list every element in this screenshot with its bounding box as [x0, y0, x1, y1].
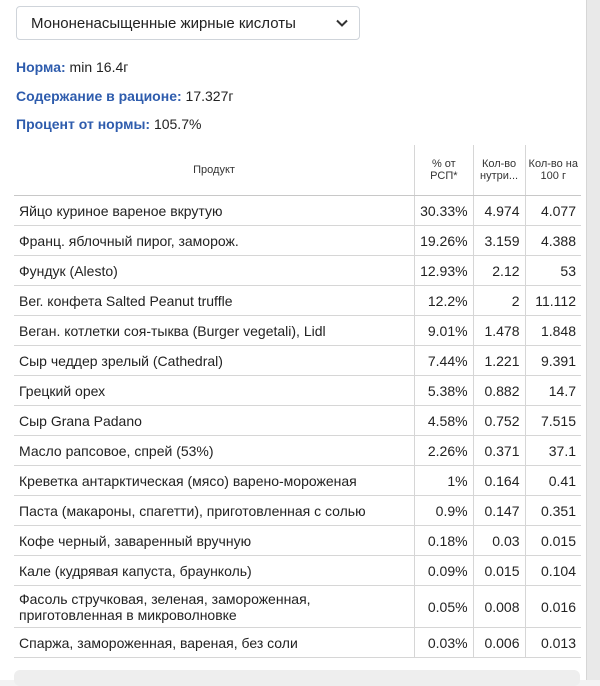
cell-nutrient-amount: 0.371: [473, 436, 525, 466]
cell-percent-rsp: 7.44%: [415, 346, 473, 376]
cell-product: Франц. яблочный пирог, заморож.: [14, 226, 415, 256]
cell-product: Масло рапсовое, спрей (53%): [14, 436, 415, 466]
cell-product: Сыр Grana Padano: [14, 406, 415, 436]
cell-nutrient-amount: 2: [473, 286, 525, 316]
cell-product: Веган. котлетки соя-тыква (Burger vegetali), Lidl: [14, 316, 415, 346]
intake-label: Содержание в рационе:: [16, 88, 182, 104]
cell-amount-per-100g: 0.41: [525, 466, 581, 496]
table-row: [14, 346, 581, 376]
cell-percent-rsp: 2.26%: [415, 436, 473, 466]
cell-percent-rsp: 0.03%: [415, 628, 473, 658]
cell-nutrient-amount: 2.12: [473, 256, 525, 286]
cell-amount-per-100g: 7.515: [525, 406, 581, 436]
cell-amount-per-100g: 0.013: [525, 628, 581, 658]
cell-product: Фасоль стручковая, зеленая, замороженная, приготовленная в микроволновке: [14, 586, 415, 628]
intake-value: 17.327г: [185, 88, 234, 104]
cell-nutrient-amount: 0.164: [473, 466, 525, 496]
table-row: [14, 586, 581, 628]
percent-line: [16, 116, 201, 132]
table-row: [14, 406, 581, 436]
cell-percent-rsp: 0.09%: [415, 556, 473, 586]
cell-nutrient-amount: 0.006: [473, 628, 525, 658]
intake-line: [16, 88, 233, 104]
column-header-amount-per-100g[interactable]: Кол-во на 100 г: [525, 145, 581, 196]
cell-product: Вег. конфета Salted Peanut truffle: [14, 286, 415, 316]
cell-nutrient-amount: 0.03: [473, 526, 525, 556]
cell-percent-rsp: 12.2%: [415, 286, 473, 316]
cell-percent-rsp: 30.33%: [415, 196, 473, 226]
cell-nutrient-amount: 0.147: [473, 496, 525, 526]
bottom-bar: [14, 670, 580, 686]
cell-nutrient-amount: 4.974: [473, 196, 525, 226]
table-row: [14, 256, 581, 286]
column-header-product[interactable]: Продукт: [14, 145, 415, 196]
cell-amount-per-100g: 0.104: [525, 556, 581, 586]
table-row: [14, 316, 581, 346]
cell-nutrient-amount: 0.015: [473, 556, 525, 586]
norm-line: [16, 59, 128, 75]
norm-label: Норма:: [16, 59, 66, 75]
table-row: [14, 376, 581, 406]
cell-product: Спаржа, замороженная, вареная, без соли: [14, 628, 415, 658]
cell-product: Кофе черный, заваренный вручную: [14, 526, 415, 556]
cell-amount-per-100g: 0.016: [525, 586, 581, 628]
cell-percent-rsp: 0.9%: [415, 496, 473, 526]
cell-amount-per-100g: 4.077: [525, 196, 581, 226]
cell-percent-rsp: 0.05%: [415, 586, 473, 628]
table-row: [14, 196, 581, 226]
food-contribution-table: [14, 145, 581, 658]
cell-percent-rsp: 19.26%: [415, 226, 473, 256]
cell-product: Креветка антарктическая (мясо) варено-мороженая: [14, 466, 415, 496]
table-row: [14, 556, 581, 586]
table-row: [14, 496, 581, 526]
cell-nutrient-amount: 1.478: [473, 316, 525, 346]
table-row: [14, 436, 581, 466]
norm-value: min 16.4г: [69, 59, 129, 75]
cell-percent-rsp: 1%: [415, 466, 473, 496]
cell-product: Паста (макароны, спагетти), приготовленная с солью: [14, 496, 415, 526]
cell-percent-rsp: 5.38%: [415, 376, 473, 406]
cell-amount-per-100g: 53: [525, 256, 581, 286]
cell-amount-per-100g: 4.388: [525, 226, 581, 256]
cell-amount-per-100g: 14.7: [525, 376, 581, 406]
table-row: [14, 628, 581, 658]
table-header-row: [14, 145, 581, 196]
table-row: [14, 526, 581, 556]
cell-product: Фундук (Alesto): [14, 256, 415, 286]
cell-amount-per-100g: 11.112: [525, 286, 581, 316]
cell-nutrient-amount: 0.882: [473, 376, 525, 406]
cell-amount-per-100g: 0.351: [525, 496, 581, 526]
table-row: [14, 226, 581, 256]
cell-nutrient-amount: 0.008: [473, 586, 525, 628]
nutrient-select-value: Мононенасыщенные жирные кислоты: [31, 14, 296, 32]
page-scrollbar[interactable]: [587, 0, 600, 680]
percent-value: 105.7%: [153, 116, 202, 132]
cell-amount-per-100g: 1.848: [525, 316, 581, 346]
cell-nutrient-amount: 3.159: [473, 226, 525, 256]
table-row: [14, 466, 581, 496]
cell-percent-rsp: 12.93%: [415, 256, 473, 286]
cell-amount-per-100g: 37.1: [525, 436, 581, 466]
cell-product: Кале (кудрявая капуста, браунколь): [14, 556, 415, 586]
cell-percent-rsp: 4.58%: [415, 406, 473, 436]
cell-amount-per-100g: 0.015: [525, 526, 581, 556]
cell-percent-rsp: 0.18%: [415, 526, 473, 556]
cell-nutrient-amount: 0.752: [473, 406, 525, 436]
table-body: [14, 196, 581, 658]
cell-nutrient-amount: 1.221: [473, 346, 525, 376]
nutrient-select[interactable]: [16, 6, 360, 40]
cell-product: Грецкий орех: [14, 376, 415, 406]
cell-product: Сыр чеддер зрелый (Cathedral): [14, 346, 415, 376]
percent-label: Процент от нормы:: [16, 116, 151, 132]
cell-product: Яйцо куриное вареное вкрутую: [14, 196, 415, 226]
column-header-nutrient-amount[interactable]: Кол-во нутри...: [473, 145, 525, 196]
chevron-down-icon: [335, 16, 349, 30]
column-header-percent-rsp[interactable]: % от РСП*: [415, 145, 473, 196]
table-row: [14, 286, 581, 316]
cell-amount-per-100g: 9.391: [525, 346, 581, 376]
cell-percent-rsp: 9.01%: [415, 316, 473, 346]
